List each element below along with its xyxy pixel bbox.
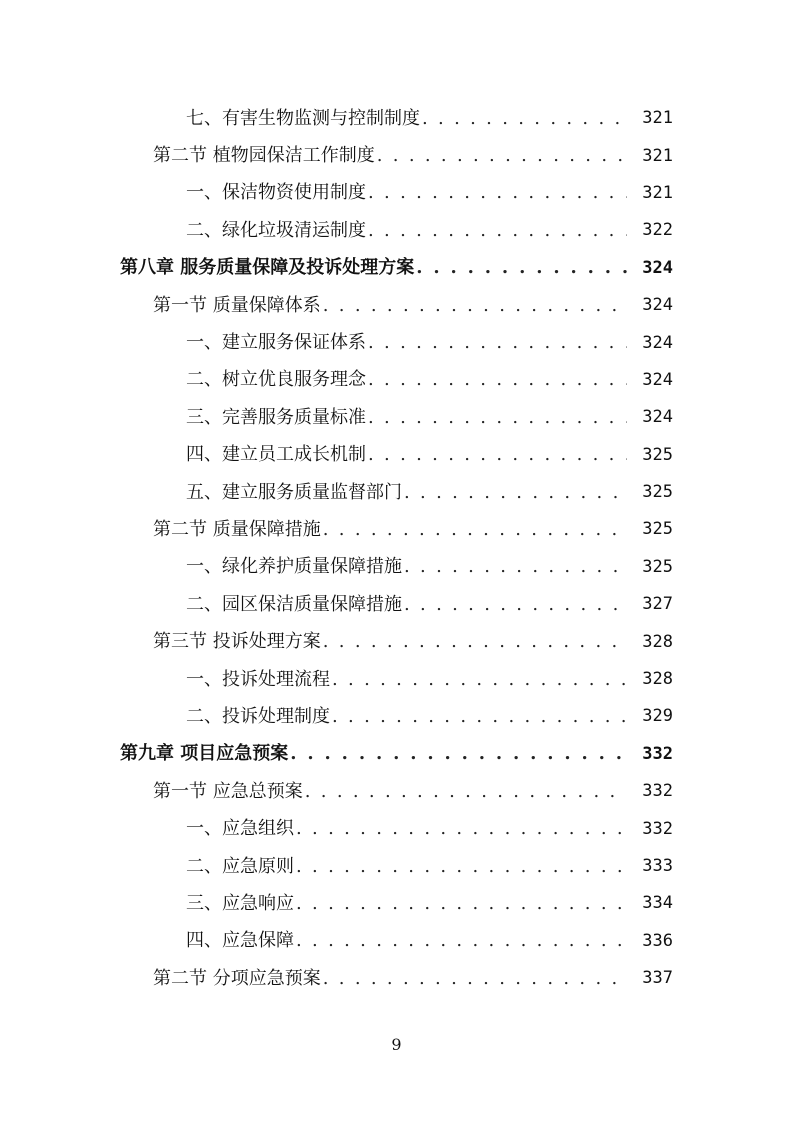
- toc-entry-page: 328: [642, 631, 673, 652]
- dot-leader: [296, 932, 627, 950]
- toc-section-row[interactable]: [0, 773, 793, 810]
- toc-entry-page: 321: [642, 145, 673, 166]
- toc-entry-label: 四、应急保障: [186, 930, 294, 952]
- toc-entry-page: 333: [642, 856, 673, 876]
- toc-entry-label: 五、建立服务质量监督部门: [186, 481, 402, 503]
- dot-leader: [422, 110, 627, 128]
- toc-entry-label: 第一节 应急总预案: [153, 780, 303, 802]
- toc-item-row[interactable]: [0, 810, 793, 847]
- toc-entry-page: 325: [642, 444, 673, 465]
- toc-entry-page: 334: [642, 893, 673, 914]
- toc-entry-label: 四、建立员工成长机制: [186, 444, 366, 466]
- toc-entry-page: 324: [642, 369, 673, 390]
- toc-item-row[interactable]: [0, 175, 793, 212]
- dot-leader: [332, 708, 627, 726]
- toc-item-row[interactable]: [0, 923, 793, 960]
- toc-chapter-row[interactable]: [0, 250, 793, 287]
- toc-entry-page: 324: [642, 407, 673, 428]
- toc-item-row[interactable]: [0, 885, 793, 922]
- dot-leader: [305, 783, 627, 801]
- toc-section-row[interactable]: [0, 137, 793, 174]
- toc-entry-label: 三、完善服务质量标准: [186, 406, 366, 428]
- toc-section-row[interactable]: [0, 960, 793, 997]
- toc-entry-page: 332: [642, 743, 673, 764]
- toc-entry-label: 第二节 质量保障措施: [153, 518, 321, 540]
- toc-entry-label: 第二节 分项应急预案: [153, 967, 321, 989]
- dot-leader: [368, 371, 627, 389]
- dot-leader: [332, 671, 627, 689]
- toc-entry-label: 第九章 项目应急预案: [120, 743, 289, 765]
- toc-item-row[interactable]: [0, 698, 793, 735]
- toc-item-row[interactable]: [0, 324, 793, 361]
- dot-leader: [368, 334, 627, 352]
- toc-item-row[interactable]: [0, 848, 793, 885]
- toc-entry-label: 一、建立服务保证体系: [186, 332, 366, 354]
- dot-leader: [368, 409, 627, 427]
- toc-item-row[interactable]: [0, 437, 793, 474]
- toc-entry-page: 321: [642, 182, 673, 203]
- toc-entry-label: 二、园区保洁质量保障措施: [186, 593, 402, 615]
- toc-chapter-row[interactable]: [0, 736, 793, 773]
- toc-entry-label: 一、保洁物资使用制度: [186, 182, 366, 204]
- toc-entry-label: 七、有害生物监测与控制制度: [186, 107, 420, 129]
- toc-entry-page: 337: [642, 968, 673, 989]
- toc-entry-label: 第三节 投诉处理方案: [153, 631, 321, 653]
- page-number: 9: [391, 1035, 402, 1054]
- toc-entry-label: 二、绿化垃圾清运制度: [186, 219, 366, 241]
- toc-entry-label: 第二节 植物园保洁工作制度: [153, 145, 375, 167]
- toc-item-row[interactable]: [0, 100, 793, 137]
- toc-entry-label: 一、应急组织: [186, 818, 294, 840]
- dot-leader: [323, 297, 627, 315]
- toc-entry-label: 第一节 质量保障体系: [153, 294, 321, 316]
- toc-item-row[interactable]: [0, 362, 793, 399]
- dot-leader: [323, 970, 627, 988]
- dot-leader: [404, 558, 627, 576]
- table-of-contents: [0, 100, 793, 997]
- toc-entry-page: 321: [642, 108, 673, 129]
- toc-entry-page: 325: [642, 482, 673, 503]
- toc-entry-page: 328: [642, 669, 673, 690]
- toc-entry-page: 336: [642, 930, 673, 951]
- toc-item-row[interactable]: [0, 549, 793, 586]
- dot-leader: [404, 484, 627, 502]
- toc-item-row[interactable]: [0, 661, 793, 698]
- toc-entry-page: 324: [642, 295, 673, 316]
- toc-entry-page: 332: [642, 818, 673, 839]
- toc-entry-label: 第八章 服务质量保障及投诉处理方案: [120, 257, 415, 279]
- toc-item-row[interactable]: [0, 586, 793, 623]
- toc-entry-label: 二、树立优良服务理念: [186, 369, 366, 391]
- dot-leader: [404, 596, 627, 614]
- toc-section-row[interactable]: [0, 623, 793, 660]
- toc-item-row[interactable]: [0, 212, 793, 249]
- toc-entry-page: 322: [642, 220, 673, 241]
- dot-leader: [323, 633, 627, 651]
- toc-entry-label: 二、应急原则: [186, 855, 294, 877]
- toc-item-row[interactable]: [0, 399, 793, 436]
- toc-entry-label: 三、应急响应: [186, 892, 294, 914]
- toc-entry-page: 324: [642, 332, 673, 353]
- dot-leader: [416, 259, 627, 277]
- toc-entry-label: 一、绿化养护质量保障措施: [186, 556, 402, 578]
- dot-leader: [296, 895, 627, 913]
- toc-section-row[interactable]: [0, 287, 793, 324]
- toc-item-row[interactable]: [0, 474, 793, 511]
- dot-leader: [323, 521, 627, 539]
- toc-section-row[interactable]: [0, 511, 793, 548]
- toc-entry-page: 327: [642, 594, 673, 615]
- dot-leader: [296, 858, 627, 876]
- dot-leader: [290, 745, 627, 763]
- toc-entry-label: 一、投诉处理流程: [186, 668, 330, 690]
- toc-entry-label: 二、投诉处理制度: [186, 705, 330, 727]
- toc-entry-page: 325: [642, 519, 673, 540]
- dot-leader: [377, 147, 627, 165]
- toc-entry-page: 332: [642, 781, 673, 802]
- toc-entry-page: 329: [642, 706, 673, 727]
- dot-leader: [368, 446, 627, 464]
- dot-leader: [368, 184, 627, 202]
- toc-entry-page: 324: [642, 257, 673, 278]
- dot-leader: [368, 222, 627, 240]
- toc-entry-page: 325: [642, 556, 673, 577]
- dot-leader: [296, 820, 627, 838]
